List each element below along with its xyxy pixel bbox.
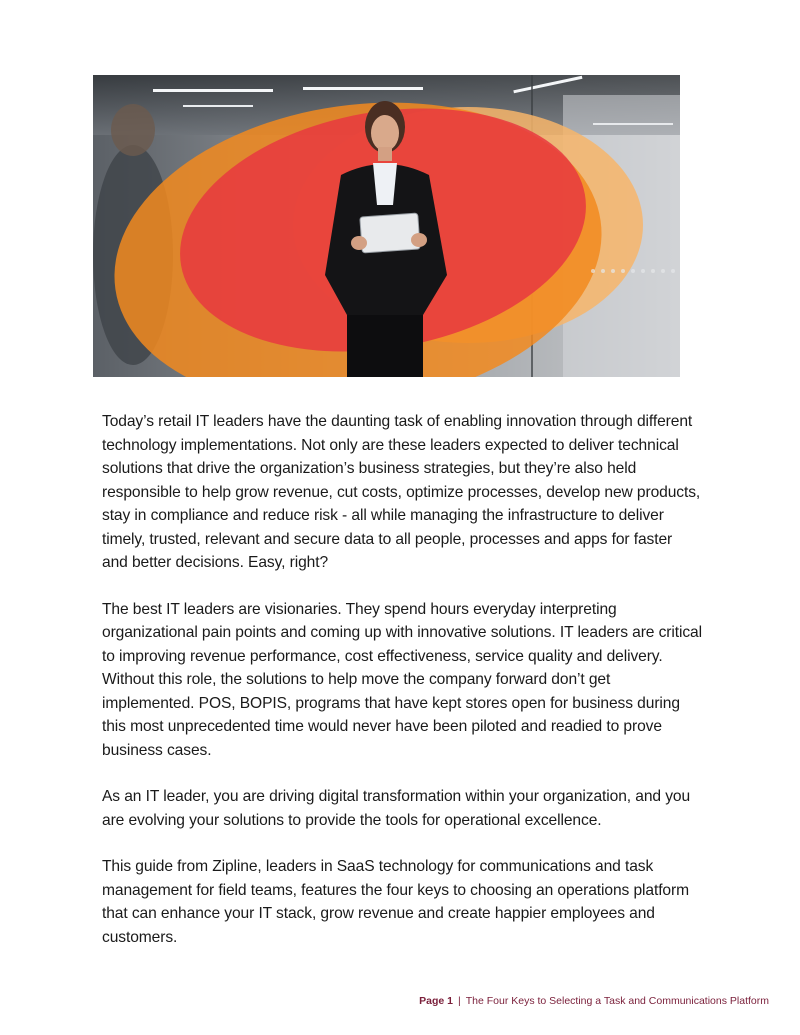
page-number: Page 1 <box>419 995 453 1007</box>
office-photo-illustration <box>93 75 680 377</box>
paragraph-visionaries: The best IT leaders are visionaries. They spend hours everyday interpreting organizational pain points and coming up with innovative solutions. IT leaders are critical to improving revenue performance, cost effectiveness, service quality and delivery. Without this role, the solutions to help move the company forward don’t get implemented. POS, BOPIS, programs that have kept stores open for business during this most unprecedented time would never have been piloted and readied to prove business cases. <box>102 600 702 759</box>
footer-separator: | <box>457 995 461 1007</box>
hero-image <box>93 75 680 377</box>
paragraph-intro: Today’s retail IT leaders have the daunting task of enabling innovation through different technology implementations. Not only are these leaders expected to deliver technical solutions that drive the organization’s business strategies, but they’re also held responsible to help grow revenue, cut costs, optimize processes, develop new products, stay in compliance and reduce risk - all while managing the infrastructure to deliver timely, trusted, relevant and secure data to all people, processes and apps for faster and better decisions. Easy, right? <box>102 413 701 571</box>
paragraph-guide-summary: This guide from Zipline, leaders in SaaS technology for communications and task management for field teams, features the four keys to choosing an operations platform that can enhance your IT stack, grow revenue and create happier employees and customers. <box>102 858 689 946</box>
body-text <box>102 410 702 972</box>
document-title: The Four Keys to Selecting a Task and Communications Platform <box>465 995 769 1007</box>
page-footer <box>419 995 769 1007</box>
paragraph-digital-transformation: As an IT leader, you are driving digital transformation within your organization, and you are evolving your solutions to provide the tools for operational excellence. <box>102 788 691 829</box>
